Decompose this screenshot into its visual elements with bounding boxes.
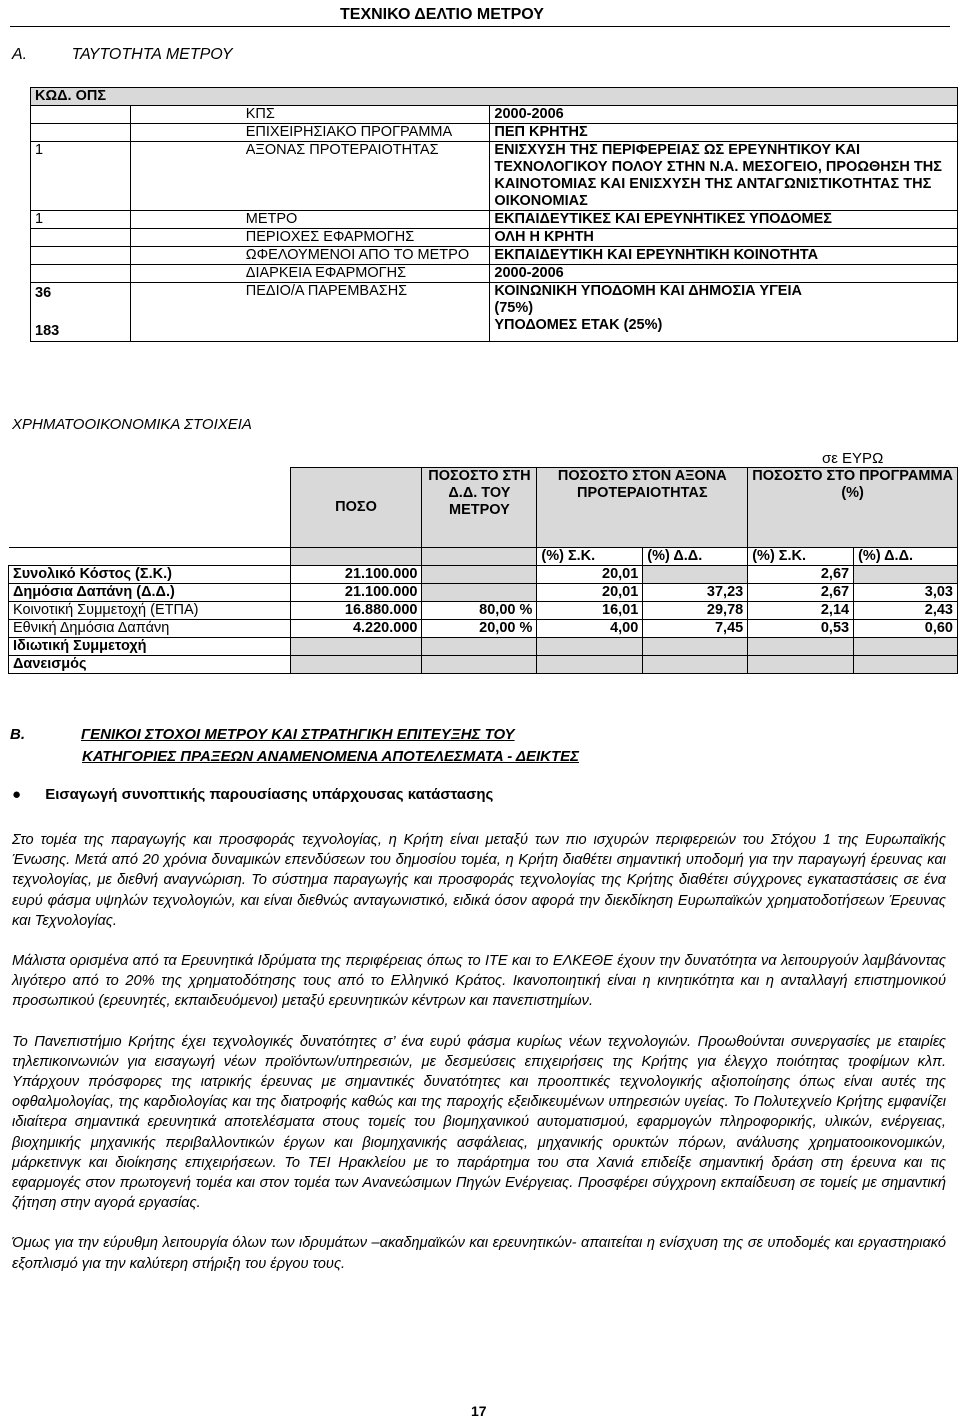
section-b-title2: ΚΑΤΗΓΟΡΙΕΣ ΠΡΑΞΕΩΝ ΑΝΑΜΕΝΟΜΕΝΑ ΑΠΟΤΕΛΕΣΜΑΤΑ - ΔΕΙΚΤΕΣ [82, 748, 579, 765]
col-pct-program: ΠΟΣΟΣΤΟ ΣΤΟ ΠΡΟΓΡΑΜΜΑ (%) [748, 468, 958, 548]
body-text [12, 830, 946, 1274]
finance-row: Συνολικό Κόστος (Σ.Κ.) 21.100.000 20,01 2,67 [9, 566, 958, 584]
paragraph: Μάλιστα ορισμένα από τα Ερευνητικά Ιδρύματα της περιφέρειας όπως το ΙΤΕ και το ΕΛΚΕΘΕ έχουν την δυνατότητα να λειτουργούν λαμβάνοντας λιγότερο από το 20% της χρηματοδότησης τους από το Ελληνικό Κράτος. Ικανοποιητική είναι η κινητικότητα και η ανταλλαγή επιστημονικού προσωπικού (ερευνητές, εκπαιδευόμενοι) μεταξύ ερευνητικών κέντρων και πανεπιστημίων. [12, 953, 946, 1010]
paragraph: Όμως για την εύρυθμη λειτουργία όλων των ιδρυμάτων –ακαδημαϊκών και ερευνητικών- απαιτείται η ενίσχυση της σε υποδομές και εργαστηριακό εξοπλισμό για την καλύτερη στήριξη του έργου τους. [12, 1235, 946, 1272]
section-b-letter: Β. [10, 726, 25, 743]
identity-row: 1 ΜΕΤΡΟ ΕΚΠΑΙΔΕΥΤΙΚΕΣ ΚΑΙ ΕΡΕΥΝΗΤΙΚΕΣ ΥΠΟΔΟΜΕΣ [31, 211, 958, 229]
sub-header: (%) Δ.Δ. [854, 548, 958, 566]
sub-header: (%) Δ.Δ. [643, 548, 748, 566]
finance-row: Κοινοτική Συμμετοχή (ΕΤΠΑ) 16.880.000 80,00 % 16,01 29,78 2,14 2,43 [9, 602, 958, 620]
section-a-title: ΤΑΥΤΟΤΗΤΑ ΜΕΤΡΟΥ [71, 46, 233, 63]
col-pct-axis: ΠΟΣΟΣΤΟ ΣΤΟΝ ΑΞΟΝΑ ΠΡΟΤΕΡΑΙΟΤΗΤΑΣ [537, 468, 748, 548]
paragraph: Στο τομέα της παραγωγής και προσφοράς τεχνολογίας, η Κρήτη είναι μεταξύ των πιο ισχυρών περιφερειών του Στόχου 1 της Ευρωπαϊκής Ένωσης. Μετά από 20 χρόνια δυναμικών επενδύσεων του δημοσίου τομέα, η Κρήτη διαθέτει σημαντική υποδομή για την παραγωγή έρευνας και τεχνολογίας, με διεθνή αναγνώριση. Το σύστημα παραγωγής και προσφοράς τεχνολογίας της Κρήτης διαθέτει σύγχρονες εγκαταστάσεις σε ένα ευρύ φάσμα υψηλών τεχνολογιών, και είναι διεθνώς ανταγωνιστικό, ειδικά όσον αφορά την διεκδίκηση Ευρωπαϊκών χρηματοδοτήσεων Έρευνας και Τεχνολογίας. [12, 832, 946, 929]
finance-row: Δανεισμός [9, 656, 958, 674]
section-a-heading [12, 46, 233, 64]
identity-header: ΚΩΔ. ΟΠΣ [31, 88, 958, 106]
identity-row: ΔΙΑΡΚΕΙΑ ΕΦΑΡΜΟΓΗΣ 2000-2006 [31, 265, 958, 283]
section-b-title1: ΓΕΝΙΚΟΙ ΣΤΟΧΟΙ ΜΕΤΡΟΥ ΚΑΙ ΣΤΡΑΤΗΓΙΚΗ ΕΠΙΤΕΥΞΗΣ ΤΟΥ [81, 726, 515, 743]
finance-row: Εθνική Δημόσια Δαπάνη 4.220.000 20,00 % 4,00 7,45 0,53 0,60 [9, 620, 958, 638]
intervention-row: 36 183 ΠΕΔΙΟ/Α ΠΑΡΕΜΒΑΣΗΣ ΚΟΙΝΩΝΙΚΗ ΥΠΟΔΟΜΗ ΚΑΙ ΔΗΜΟΣΙΑ ΥΓΕΙΑ (75%) ΥΠΟΔΟΜΕΣ ΕΤΑΚ (25%) [31, 283, 958, 342]
bullet-icon: ● [12, 786, 22, 803]
page-number: 17 [471, 1403, 487, 1419]
sub-header: (%) Σ.Κ. [537, 548, 643, 566]
bullet-item: ● Εισαγωγή συνοπτικής παρουσίασης υπάρχουσας κατάστασης [12, 786, 494, 803]
header-rule [10, 26, 950, 27]
document-title: ΤΕΧΝΙΚΟ ΔΕΛΤΙΟ ΜΕΤΡΟΥ [340, 6, 544, 23]
finance-row: Ιδιωτική Συμμετοχή [9, 638, 958, 656]
identity-row: 1 ΑΞΟΝΑΣ ΠΡΟΤΕΡΑΙΟΤΗΤΑΣ ΕΝΙΣΧΥΣΗ ΤΗΣ ΠΕΡΙΦΕΡΕΙΑΣ ΩΣ ΕΡΕΥΝΗΤΙΚΟΥ ΚΑΙ ΤΕΧΝΟΛΟΓΙΚΟΥ ΠΟΛΟΥ ΣΤΗΝ Ν.Α. ΜΕΣΟΓΕΙΟ, ΠΡΟΩΘΗΣΗ ΤΗΣ ΚΑΙΝΟΤΟΜΙΑΣ ΚΑΙ ΕΝΙΣΧΥΣΗ ΤΗΣ ΑΝΤΑΓΩΝΙΣΤΙΚΟΤΗΤΑΣ ΤΗΣ ΟΙΚΟΝΟΜΙΑΣ [31, 142, 958, 211]
identity-row: ΠΕΡΙΟΧΕΣ ΕΦΑΡΜΟΓΗΣ ΟΛΗ Η ΚΡΗΤΗ [31, 229, 958, 247]
finance-title: ΧΡΗΜΑΤΟΟΙΚΟΝΟΜΙΚΑ ΣΤΟΙΧΕΙΑ [12, 416, 252, 433]
currency-label: σε ΕΥΡΩ [821, 450, 884, 467]
sub-header: (%) Σ.Κ. [748, 548, 854, 566]
identity-row: ΕΠΙΧΕΙΡΗΣΙΑΚΟ ΠΡΟΓΡΑΜΜΑ ΠΕΠ ΚΡΗΤΗΣ [31, 124, 958, 142]
finance-row: Δημόσια Δαπάνη (Δ.Δ.) 21.100.000 20,01 37,23 2,67 3,03 [9, 584, 958, 602]
section-a-letter: Α. [12, 46, 28, 63]
identity-table [30, 87, 958, 342]
section-b-heading [10, 724, 579, 768]
paragraph: Το Πανεπιστήμιο Κρήτης έχει τεχνολογικές δυνατότητες σ’ ένα ευρύ φάσμα κυρίως νέων τεχνολογιών. Προωθούνται συνεργασίες με εταιρίες τηλεπικοινωνιών για εισαγωγή νέων προϊόντων/υπηρεσιών, με δεσμεύσεις επιχειρήσεις της Κρήτης για έλεγχο ποιότητας τροφίμων κλπ. Υπάρχουν πρόσφορες της ιατρικής έρευνας με σημαντικές δυνατότητες και προοπτικές τεχνολογικής αξιοποίησης όπως είναι αυτές της οφθαλμολογίας, της καρδιολογίας και της διατροφής καθώς και της παροχής εξειδικευμένων υπηρεσιών υγείας. Το Πολυτεχνείο Κρήτης εμφανίζει ιδιαίτερα σημαντικά ερευνητικά αποτελέσματα στους τομείς του βιομηχανικού αυτοματισμού, εφαρμογών πληροφορικής, υλικών, ενέργειας, βιοχημικής μηχανικής περιβαλλοντικών έργων και βιομηχανικής ασφάλειας, μηχανικής ορυκτών πόρων, ανάλυσης χρηματοοικονομικών, μάρκετινγκ και διοίκησης επιχειρήσεων. Το ΤΕΙ Ηρακλείου με το παράρτημα του στα Χανιά επιδείξε σημαντική δράση στη έρευνα και τις εφαρμογές στον πρωτογενή τομέα και στον τομέα των Ανανεώσιμων Πηγών Ενέργειας. Προσφέρει σύγχρονη εκπαίδευση σε τομείς με σημαντική ζήτηση στην αγορά εργασίας. [12, 1033, 946, 1212]
identity-row: ΩΦΕΛΟΥΜΕΝΟΙ ΑΠΟ ΤΟ ΜΕΤΡΟ ΕΚΠΑΙΔΕΥΤΙΚΗ ΚΑΙ ΕΡΕΥΝΗΤΙΚΗ ΚΟΙΝΟΤΗΤΑ [31, 247, 958, 265]
identity-row: ΚΠΣ 2000-2006 [31, 106, 958, 124]
finance-table [8, 450, 958, 674]
col-amount: ΠΟΣΟ [290, 468, 422, 548]
col-pct-dd: ΠΟΣΟΣΤΟ ΣΤΗ Δ.Δ. ΤΟΥ ΜΕΤΡΟΥ [422, 468, 537, 548]
